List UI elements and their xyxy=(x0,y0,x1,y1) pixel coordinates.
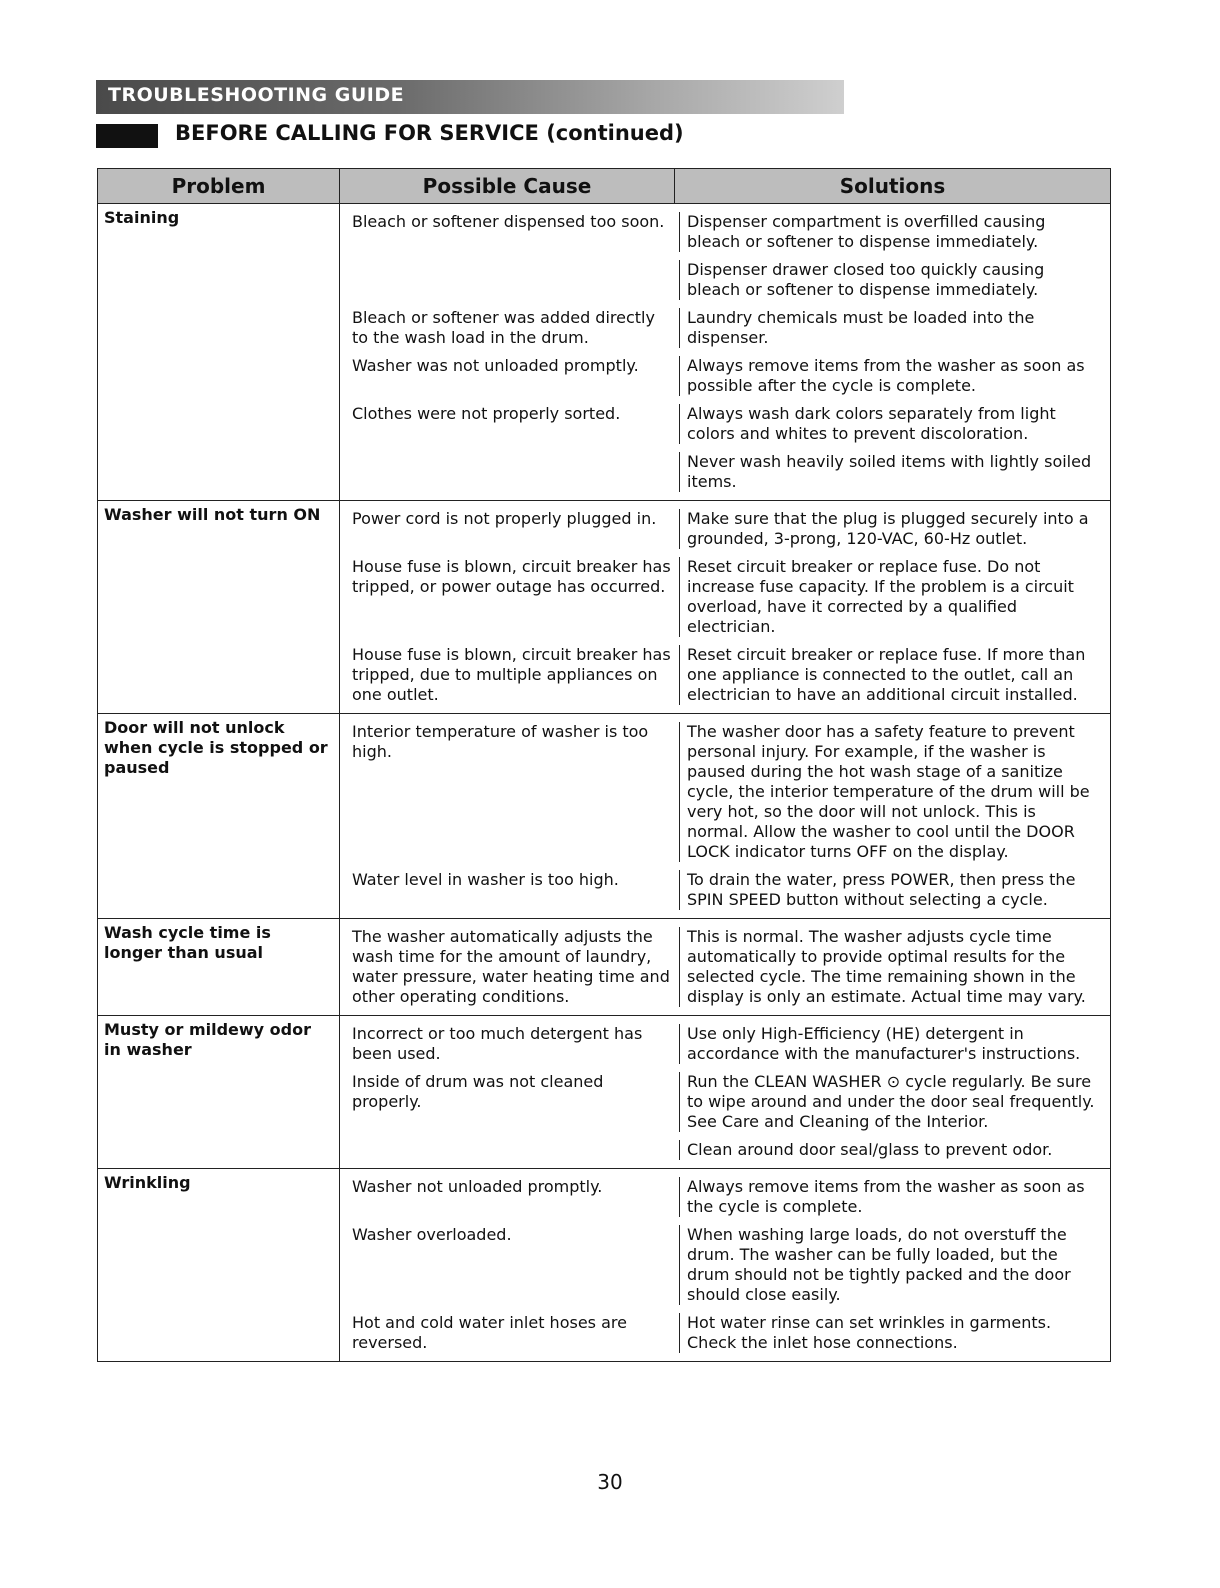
possible-cause: Washer was not unloaded promptly. xyxy=(346,356,680,396)
section-marker xyxy=(96,124,158,148)
possible-cause xyxy=(346,452,680,492)
solution: The washer door has a safety feature to prevent personal injury. For example, if the washer is paused during the hot wash stage of a sanitize cycle, the interior temperature of the drum will be very hot, so the door will not unlock. This is normal. Allow the washer to cool until the DOOR LOCK indicator turns OFF on the display. xyxy=(687,722,1090,861)
cause-solution-pair xyxy=(346,304,1104,352)
solution: Reset circuit breaker or replace fuse. If more than one appliance is connected to the outlet, call an electrician to have an additional circuit installed. xyxy=(687,645,1086,704)
cause-solution-pair xyxy=(346,1221,1104,1309)
possible-cause: Power cord is not properly plugged in. xyxy=(346,509,680,549)
table-header-row xyxy=(98,169,1111,204)
solution: Never wash heavily soiled items with lightly soiled items. xyxy=(687,452,1092,491)
header-cause-solution xyxy=(340,169,1111,204)
solution: Hot water rinse can set wrinkles in garments. Check the inlet hose connections. xyxy=(687,1313,1052,1352)
cause-solution-pair xyxy=(346,553,1104,641)
problem-cell: Washer will not turn ON xyxy=(98,501,340,714)
cause-solution-pair xyxy=(346,1309,1104,1357)
cause-solution-cell xyxy=(340,501,1111,714)
cause-solution-cell xyxy=(340,204,1111,501)
possible-cause: Bleach or softener dispensed too soon. xyxy=(346,212,680,252)
table-row xyxy=(98,714,1111,919)
solution: This is normal. The washer adjusts cycle time automatically to provide optimal results for the selected cycle. The time remaining shown in the display is only an estimate. Actual time may vary. xyxy=(687,927,1086,1006)
cause-solution-pair xyxy=(346,641,1104,709)
solution: Always remove items from the washer as soon as possible after the cycle is complete. xyxy=(687,356,1085,395)
possible-cause: Bleach or softener was added directly to the wash load in the drum. xyxy=(346,308,680,348)
possible-cause: Incorrect or too much detergent has been used. xyxy=(346,1024,680,1064)
problem-cell: Staining xyxy=(98,204,340,501)
cause-solution-cell xyxy=(340,919,1111,1016)
problem-cell: Musty or mildewy odor in washer xyxy=(98,1016,340,1169)
page-number: 30 xyxy=(597,1470,623,1494)
solution: Run the CLEAN WASHER ⊙ cycle regularly. Be sure to wipe around and under the door seal frequently. See Care and Cleaning of the Interior. xyxy=(687,1072,1095,1131)
solution: To drain the water, press POWER, then press the SPIN SPEED button without selecting a cycle. xyxy=(687,870,1076,909)
cause-solution-pair xyxy=(346,256,1104,304)
solution: Clean around door seal/glass to prevent odor. xyxy=(687,1140,1053,1159)
table-row xyxy=(98,204,1111,501)
cause-solution-pair xyxy=(346,1068,1104,1136)
table-body xyxy=(98,204,1111,1362)
possible-cause xyxy=(346,1140,680,1160)
cause-solution-pair xyxy=(346,400,1104,448)
solution: Use only High-Efficiency (HE) detergent in accordance with the manufacturer's instructions. xyxy=(687,1024,1081,1063)
guide-banner xyxy=(96,80,844,114)
cause-solution-cell xyxy=(340,714,1111,919)
solution: Dispenser drawer closed too quickly causing bleach or softener to dispense immediately. xyxy=(687,260,1045,299)
cause-solution-pair xyxy=(346,352,1104,400)
possible-cause xyxy=(346,260,680,300)
problem-cell: Wrinkling xyxy=(98,1169,340,1362)
header-solutions: Solutions xyxy=(839,174,946,198)
cause-solution-pair xyxy=(346,1136,1104,1164)
solution: Dispenser compartment is overfilled causing bleach or softener to dispense immediately. xyxy=(687,212,1046,251)
solution: Laundry chemicals must be loaded into the dispenser. xyxy=(687,308,1035,347)
possible-cause: Inside of drum was not cleaned properly. xyxy=(346,1072,680,1132)
solution: Always wash dark colors separately from light colors and whites to prevent discoloration. xyxy=(687,404,1056,443)
possible-cause: The washer automatically adjusts the wash time for the amount of laundry, water pressure, water heating time and other operating conditions. xyxy=(346,927,680,1007)
cause-solution-pair xyxy=(346,923,1104,1011)
troubleshooting-table xyxy=(97,168,1111,1362)
solution: Always remove items from the washer as soon as the cycle is complete. xyxy=(687,1177,1085,1216)
cause-solution-cell xyxy=(340,1016,1111,1169)
header-problem: Problem xyxy=(98,169,340,204)
problem-cell: Wash cycle time is longer than usual xyxy=(98,919,340,1016)
cause-solution-pair xyxy=(346,505,1104,553)
cause-solution-pair xyxy=(346,718,1104,866)
cause-solution-pair xyxy=(346,448,1104,496)
possible-cause: Clothes were not properly sorted. xyxy=(346,404,680,444)
banner-title: TROUBLESHOOTING GUIDE xyxy=(108,84,405,106)
possible-cause: House fuse is blown, circuit breaker has tripped, or power outage has occurred. xyxy=(346,557,680,637)
cause-solution-pair xyxy=(346,866,1104,914)
possible-cause: Interior temperature of washer is too high. xyxy=(346,722,680,862)
possible-cause: Washer overloaded. xyxy=(346,1225,680,1305)
possible-cause: Washer not unloaded promptly. xyxy=(346,1177,680,1217)
table-row xyxy=(98,501,1111,714)
table-row xyxy=(98,1016,1111,1169)
solution: Make sure that the plug is plugged securely into a grounded, 3-prong, 120-VAC, 60-Hz outlet. xyxy=(687,509,1089,548)
cause-solution-pair xyxy=(346,208,1104,256)
header-cause: Possible Cause xyxy=(340,169,675,203)
cause-solution-pair xyxy=(346,1173,1104,1221)
solution: Reset circuit breaker or replace fuse. Do not increase fuse capacity. If the problem is a circuit overload, have it corrected by a qualified electrician. xyxy=(687,557,1074,636)
cause-solution-pair xyxy=(346,1020,1104,1068)
table-row xyxy=(98,919,1111,1016)
possible-cause: House fuse is blown, circuit breaker has tripped, due to multiple appliances on one outlet. xyxy=(346,645,680,705)
table-row xyxy=(98,1169,1111,1362)
solution: When washing large loads, do not overstuff the drum. The washer can be fully loaded, but the drum should not be tightly packed and the door should close easily. xyxy=(687,1225,1071,1304)
section-title: BEFORE CALLING FOR SERVICE (continued) xyxy=(175,121,684,145)
possible-cause: Hot and cold water inlet hoses are reversed. xyxy=(346,1313,680,1353)
possible-cause: Water level in washer is too high. xyxy=(346,870,680,910)
cause-solution-cell xyxy=(340,1169,1111,1362)
problem-cell: Door will not unlock when cycle is stopped or paused xyxy=(98,714,340,919)
